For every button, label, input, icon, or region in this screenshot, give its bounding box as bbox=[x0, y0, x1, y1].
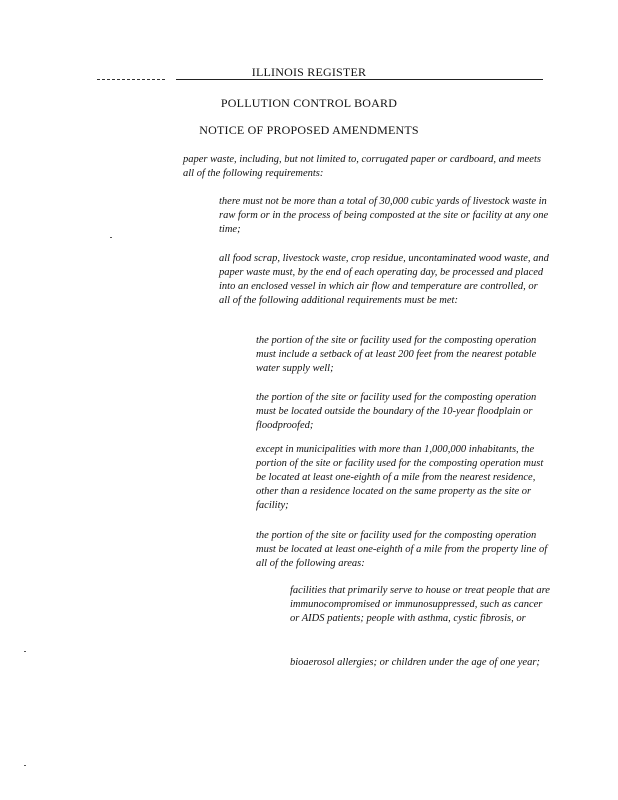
paragraph-allergies: bioaerosol allergies; or children under the age of one year; bbox=[290, 657, 540, 668]
paragraph-intro: paper waste, including, but not limited to, corrugated paper or cardboard, and meets all of the following requirements: bbox=[183, 154, 541, 179]
paragraph-well-setback: the portion of the site or facility used for the composting operation must include a setback of at least 200 feet from the nearest potable water supply well; bbox=[256, 335, 537, 374]
scan-speck bbox=[110, 237, 112, 238]
paragraph-property-line: the portion of the site or facility used for the composting operation must be located at least one-eighth of a mile from the property line of all of the following areas: bbox=[256, 530, 548, 569]
paragraph-residence-distance: except in municipalities with more than 1,000,000 inhabitants, the portion of the site or facility used for the composting operation must be located at least one-eighth of a mile from the nearest residence, other than a residence located on the same property as the site or facility; bbox=[256, 444, 544, 511]
notice-title: NOTICE OF PROPOSED AMENDMENTS bbox=[199, 123, 419, 137]
paragraph-livestock-limit: there must not be more than a total of 30,000 cubic yards of livestock waste in raw form or in the process of being composted at the site or facility at any one time; bbox=[219, 196, 549, 235]
board-title: POLLUTION CONTROL BOARD bbox=[220, 96, 398, 110]
register-title: ILLINOIS REGISTER bbox=[251, 65, 367, 79]
paragraph-daily-processing: all food scrap, livestock waste, crop residue, uncontaminated wood waste, and paper waste must, by the end of each operating day, be processed and placed into an enclosed vessel in which air flow and temperature are controlled, or all of the following additional requirements must be met: bbox=[219, 253, 549, 306]
scan-speck bbox=[24, 765, 26, 766]
paragraph-floodplain: the portion of the site or facility used for the composting operation must be located outside the boundary of the 10-year floodplain or floodproofed; bbox=[256, 392, 537, 431]
paragraph-immunocompromised: facilities that primarily serve to house or treat people that are immunocompromised or immunosuppressed, such as cancer or AIDS patients; people with asthma, cystic fibrosis, or bbox=[290, 585, 550, 624]
scan-speck bbox=[24, 651, 26, 652]
